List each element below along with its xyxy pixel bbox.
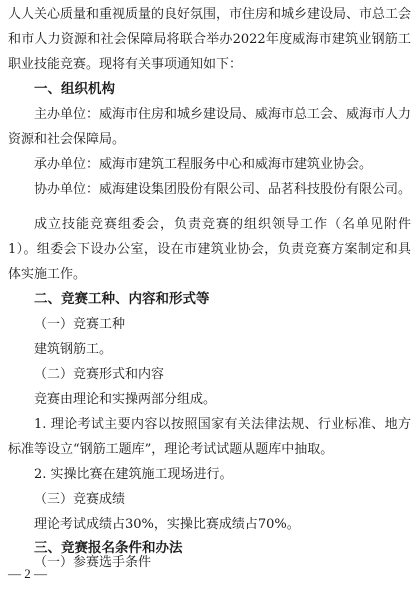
theory-exam-paragraph: 1. 理论考试主要内容以按照国家有关法律法规、行业标准、地方标准等设立“钢筋工题库”，理论考试试题从题库中抽取。 [8,417,411,457]
intro-paragraph: 人人关心质量和重视质量的良好氛围，市住房和城乡建设局、市总工会和市人力资源和社会保障局将联合举办2022年度威海市建筑业钢筋工职业技能竞赛。现将有关事项通知如下： [8,7,412,72]
committee-paragraph: 成立技能竞赛组委会，负责竞赛的组织领导工作（名单见附件1）。组委会下设办公室，设在市建筑业协会，负责竞赛方案制定和具体实施工作。 [8,217,411,282]
host-units-paragraph: 主办单位：威海市住房和城乡建设局、威海市总工会、威海市人力资源和社会保障局。 [8,107,412,147]
scores-paragraph: 理论考试成绩占30%，实操比赛成绩占70%。 [34,517,300,532]
subheading-trade: （一）竞赛工种 [34,317,126,332]
section-heading-organization: 一、组织机构 [34,81,115,97]
subheading-format: （二）竞赛形式和内容 [34,367,165,382]
practical-exam-paragraph: 2. 实操比赛在建筑施工现场进行。 [34,467,233,482]
co-organizer-units-paragraph: 协办单位：威海建设集团股份有限公司、品茗科技股份有限公司。 [34,182,412,197]
section-heading-competition: 二、竞赛工种、内容和形式等 [34,291,210,307]
trade-paragraph: 建筑钢筋工。 [34,342,113,357]
section-heading-registration: 三、竞赛报名条件和办法 [34,540,183,556]
page-number: — 2 — [8,566,47,581]
subheading-eligibility: （一）参赛选手条件 [34,555,152,570]
subheading-scores: （三）竞赛成绩 [34,492,126,507]
organizer-units-paragraph: 承办单位：威海市建筑工程服务中心和威海市建筑业协会。 [34,157,373,172]
format-paragraph: 竞赛由理论和实操两部分组成。 [34,392,217,407]
